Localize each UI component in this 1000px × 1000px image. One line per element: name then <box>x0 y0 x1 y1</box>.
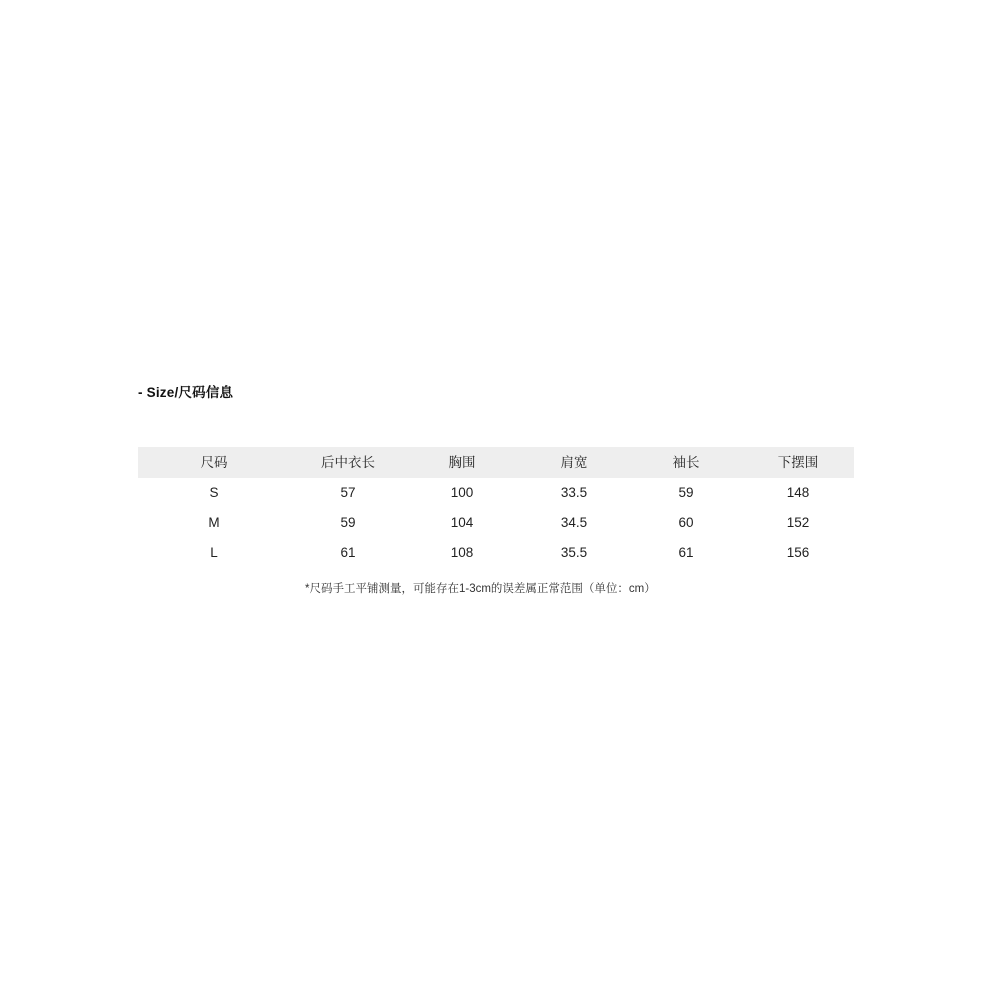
size-table-head <box>138 447 854 478</box>
table-row <box>138 478 854 508</box>
table-header-row <box>138 447 854 478</box>
column-header-size: 尺码 <box>138 447 290 478</box>
cell-size: S <box>138 478 290 508</box>
table-row <box>138 538 854 568</box>
cell-shoulder: 35.5 <box>518 538 630 568</box>
size-table-body <box>138 478 854 568</box>
measurement-note: *尺码手工平铺测量，可能存在1-3cm的误差属正常范围（单位：cm） <box>305 583 656 595</box>
size-table-wrapper <box>138 447 854 568</box>
cell-size: M <box>138 508 290 538</box>
cell-shoulder: 34.5 <box>518 508 630 538</box>
size-table <box>138 447 854 568</box>
column-header-back-length: 后中衣长 <box>290 447 406 478</box>
column-header-sleeve: 袖长 <box>630 447 742 478</box>
cell-hem: 152 <box>742 508 854 538</box>
cell-bust: 108 <box>406 538 518 568</box>
column-header-hem: 下摆围 <box>742 447 854 478</box>
table-row <box>138 508 854 538</box>
cell-back-length: 61 <box>290 538 406 568</box>
column-header-bust: 胸围 <box>406 447 518 478</box>
cell-size: L <box>138 538 290 568</box>
cell-back-length: 59 <box>290 508 406 538</box>
cell-sleeve: 59 <box>630 478 742 508</box>
cell-hem: 148 <box>742 478 854 508</box>
cell-shoulder: 33.5 <box>518 478 630 508</box>
cell-sleeve: 61 <box>630 538 742 568</box>
size-title-prefix: - <box>138 385 147 400</box>
cell-bust: 100 <box>406 478 518 508</box>
size-title-cn: 尺码信息 <box>178 385 234 400</box>
cell-sleeve: 60 <box>630 508 742 538</box>
cell-bust: 104 <box>406 508 518 538</box>
cell-back-length: 57 <box>290 478 406 508</box>
cell-hem: 156 <box>742 538 854 568</box>
size-section-title <box>138 381 233 401</box>
column-header-shoulder: 肩宽 <box>518 447 630 478</box>
size-title-en: Size/ <box>146 385 179 400</box>
